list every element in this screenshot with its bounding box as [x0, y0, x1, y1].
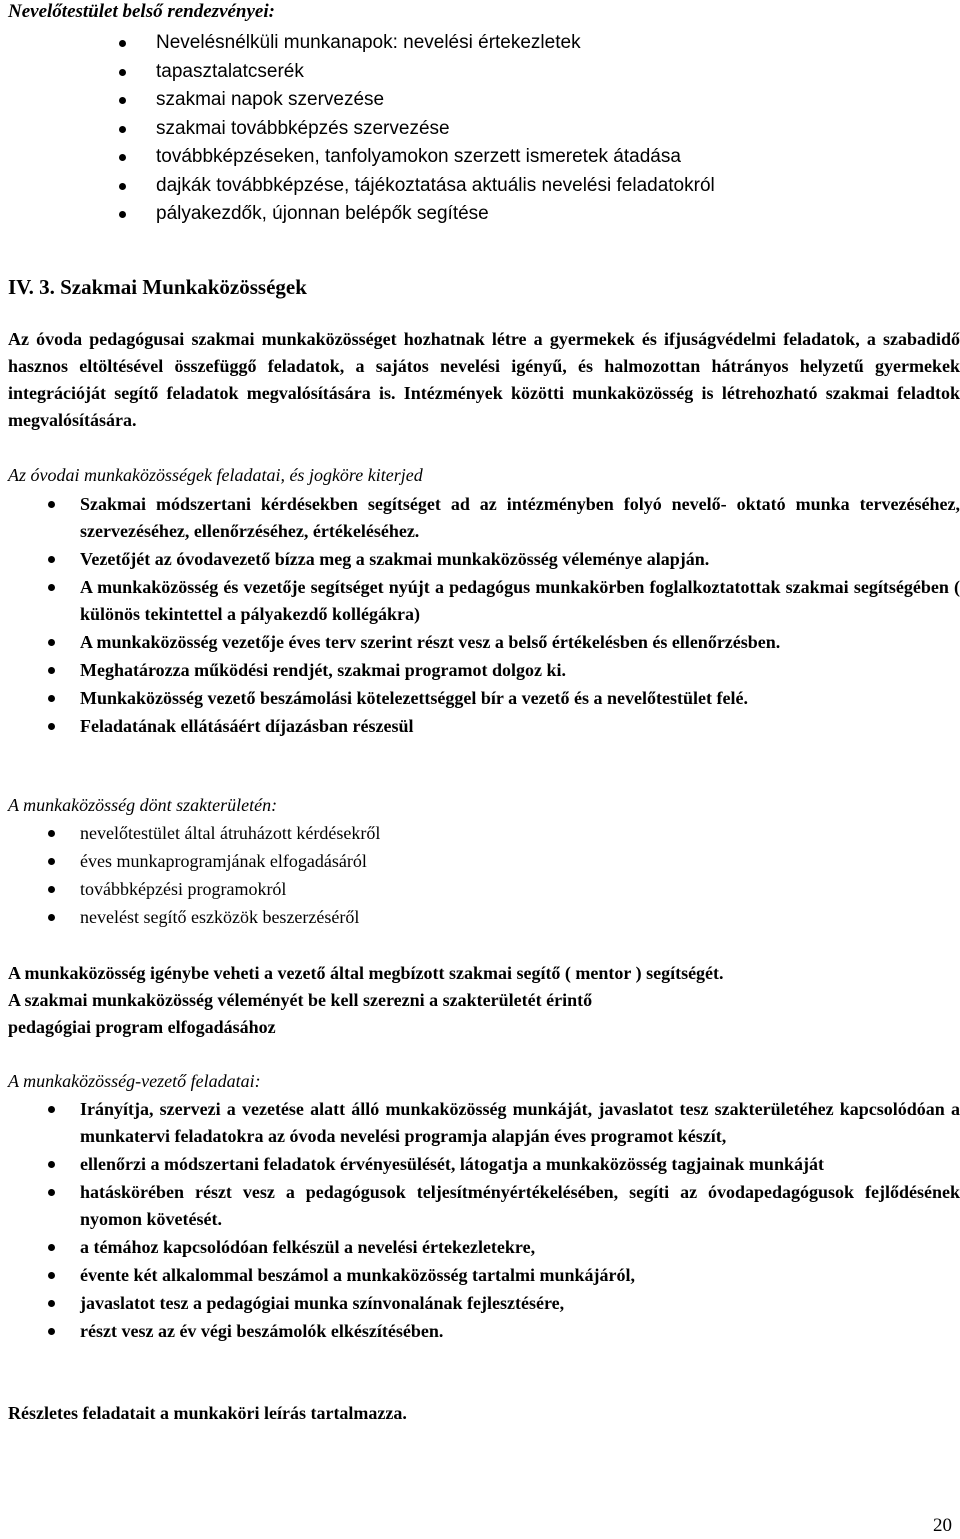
bullet-icon: [119, 126, 126, 133]
list-item: Irányítja, szervezi a vezetése alatt álló munkaközösség munkáját, javaslatot tesz szakterületéhez kapcsolódóan a munkatervi feladatokra az óvoda nevelési programja alapján éves programot készít,: [8, 1096, 960, 1150]
decides-title: A munkaközösség dönt szakterületén:: [8, 795, 278, 815]
list-item: ellenőrzi a módszertani feladatok érvényesülését, látogatja a munkaközösség tagjainak munkáját: [8, 1151, 960, 1178]
list-item: pályakezdők, újonnan belépők segítése: [0, 200, 952, 229]
bullet-icon: [119, 154, 126, 161]
section-heading: IV. 3. Szakmai Munkaközösségek: [8, 275, 307, 299]
list-item: nevelőtestület által átruházott kérdésekről: [8, 820, 960, 847]
bullet-icon: [48, 1189, 55, 1196]
bullet-icon: [48, 1244, 55, 1251]
bullet-icon: [48, 584, 55, 591]
list-item: nevelést segítő eszközök beszerzéséről: [8, 904, 960, 931]
bullet-icon: [48, 1328, 55, 1335]
list-item: tapasztalatcserék: [0, 58, 952, 87]
list-item: Szakmai módszertani kérdésekben segítséget ad az intézményben folyó nevelő- oktató munka tervezéséhez, szervezéséhez, ellenőrzéséhez, értékeléséhez.: [8, 491, 960, 545]
list-item: továbbképzéseken, tanfolyamokon szerzett ismeretek átadása: [0, 143, 952, 172]
intro-paragraph: Az óvoda pedagógusai szakmai munkaközösséget hozhatnak létre a gyermekek és ifjuságvédelmi feladatok, a szabadidő hasznos eltöltésével összefüggő feladatok, a sajátos nevelési igényű, és halmozottan hátrányos helyzetű gyermekek integrációját segítő feladatok megvalósítására is. Intézmények közötti munkaközösség is létrehozható szakmai feladtok megvalósítására.: [8, 329, 960, 430]
bullet-icon: [48, 1272, 55, 1279]
mentor-paragraph: A munkaközösség igénybe veheti a vezető által megbízott szakmai segítő ( mentor ) segítségét.: [8, 963, 724, 983]
tasks-title: Az óvodai munkaközösségek feladatai, és jogköre kiterjed: [8, 465, 423, 485]
page-number: 20: [933, 1515, 952, 1536]
bullet-icon: [48, 556, 55, 563]
bullet-icon: [119, 183, 126, 190]
list-item: javaslatot tesz a pedagógiai munka színvonalának fejlesztésére,: [8, 1290, 960, 1317]
bullet-icon: [119, 97, 126, 104]
list-item: dajkák továbbképzése, tájékoztatása aktuális nevelési feladatokról: [0, 172, 952, 201]
bullet-icon: [48, 667, 55, 674]
list-item: Meghatározza működési rendjét, szakmai programot dolgoz ki.: [8, 657, 960, 684]
opinion-line-2: pedagógiai program elfogadásához: [8, 1017, 276, 1037]
list-item: a témához kapcsolódóan felkészül a nevelési értekezletekre,: [8, 1234, 960, 1261]
bullet-icon: [48, 858, 55, 865]
list-item: Feladatának ellátásáért díjazásban részesül: [8, 713, 960, 740]
bullet-icon: [48, 1300, 55, 1307]
bullet-icon: [48, 639, 55, 646]
list-item: Nevelésnélküli munkanapok: nevelési értekezletek: [0, 29, 952, 58]
list-item: szakmai napok szervezése: [0, 86, 952, 115]
bullet-icon: [48, 914, 55, 921]
bullet-icon: [48, 723, 55, 730]
opinion-line-1: A szakmai munkaközösség véleményét be kell szerezni a szakterületét érintő: [8, 990, 593, 1010]
bullet-icon: [119, 211, 126, 218]
bullet-icon: [119, 69, 126, 76]
tasks-list: [8, 491, 960, 741]
list-item: A munkaközösség vezetője éves terv szerint részt vesz a belső értékelésben és ellenőrzésben.: [8, 629, 960, 656]
bullet-icon: [48, 1161, 55, 1168]
decides-list: [8, 820, 960, 932]
bullet-icon: [48, 501, 55, 508]
list-item: A munkaközösség és vezetője segítséget nyújt a pedagógus munkakörben foglalkoztatottak szakmai segítségében ( különös tekintettel a pályakezdő kollégákra): [8, 574, 960, 628]
list-item: továbbképzési programokról: [8, 876, 960, 903]
closing-paragraph: Részletes feladatait a munkaköri leírás tartalmazza.: [8, 1403, 407, 1423]
bullet-icon: [48, 1106, 55, 1113]
bullet-icon: [48, 886, 55, 893]
list-item: Munkaközösség vezető beszámolási kötelezettséggel bír a vezető és a nevelőtestület felé.: [8, 685, 960, 712]
list-item: szakmai továbbképzés szervezése: [0, 115, 952, 144]
list-item: Vezetőjét az óvodavezető bízza meg a szakmai munkaközösség véleménye alapján.: [8, 546, 960, 573]
list-item: évente két alkalommal beszámol a munkaközösség tartalmi munkájáról,: [8, 1262, 960, 1289]
events-list: [0, 29, 952, 229]
list-item: éves munkaprogramjának elfogadásáról: [8, 848, 960, 875]
leader-tasks-list: [8, 1096, 960, 1346]
bullet-icon: [48, 830, 55, 837]
leader-title: A munkaközösség-vezető feladatai:: [8, 1071, 261, 1091]
list-item: hatáskörében részt vesz a pedagógusok teljesítményértékelésében, segíti az óvodapedagógusok fejlődésének nyomon követését.: [8, 1179, 960, 1233]
section-title: Nevelőtestület belső rendezvényei:: [8, 1, 275, 22]
bullet-icon: [48, 695, 55, 702]
bullet-icon: [119, 40, 126, 47]
list-item: részt vesz az év végi beszámolók elkészítésében.: [8, 1318, 960, 1345]
